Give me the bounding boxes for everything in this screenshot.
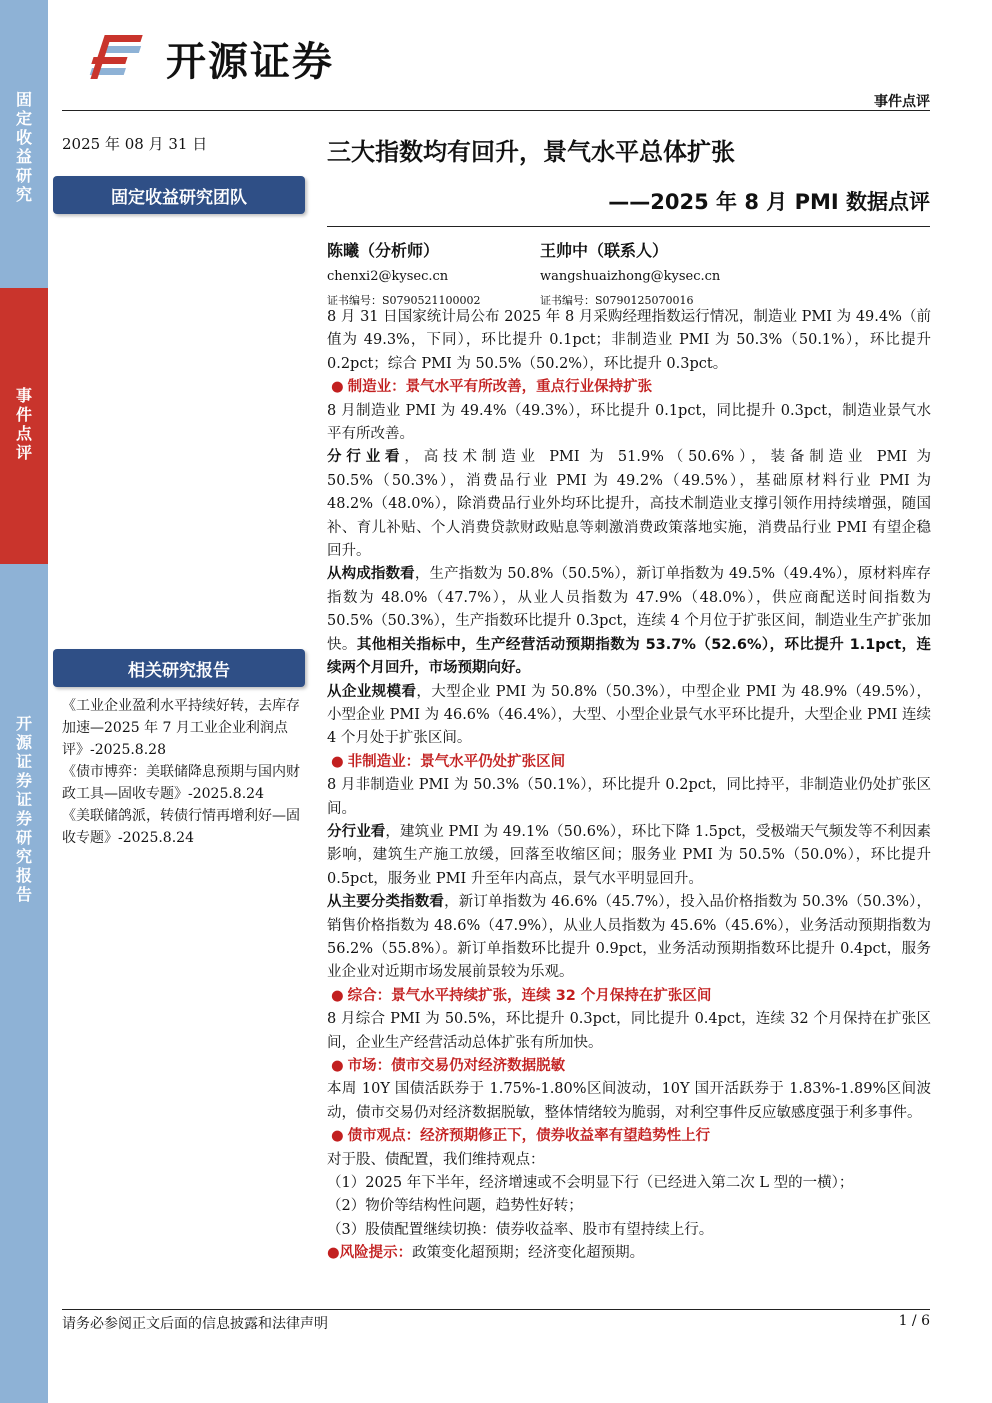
bullet-icon: ● [327,1245,340,1262]
section-heading [327,1055,931,1078]
paragraph [327,891,931,985]
bullet-icon: ● [331,1058,344,1074]
sidebar-top [0,0,48,288]
bullet-icon: ● [331,987,344,1004]
author-email[interactable]: chenxi2@kysec.cn [327,269,449,284]
paragraph: 8 月非制造业 PMI 为 50.3%（50.1%），环比提升 0.2pct，同比持平，非制造业仍处扩张区间。 [327,777,931,817]
related-report-item[interactable]: 《债市博弈：美联储降息预期与国内财政工具—固收专题》-2025.8.24 [62,764,300,802]
report-date: 2025 年 08 月 31 日 [62,135,208,153]
sidebar-mid-label: 事件点评 [15,386,32,462]
footer-divider [62,1309,930,1310]
sidebar-bottom-label: 开源证券 证券研究报告 [15,714,32,904]
logo [88,30,334,87]
section-heading [327,376,931,399]
heading-text: 综合：景气水平持续扩张，连续 32 个月保持在扩张区间 [347,987,712,1004]
heading-text: 债市观点：经济预期修正下，债券收益率有望趋势性上行 [347,1128,711,1145]
paragraph-lead: 分行业看 [327,823,386,840]
section-heading [327,985,931,1008]
heading-text: 风险提示： [339,1245,413,1262]
page-subtitle: ——2025 年 8 月 PMI 数据点评 [608,190,930,214]
paragraph-text: ，大型企业 PMI 为 50.8%（50.3%），中型企业 PMI 为 48.9%（49.5%），小型企业 PMI 为 46.6%（46.4%），大型、小型企业景气水平环比提升，大型企业 PMI 连续 4 个月处于扩张区间。 [327,683,932,747]
title-divider [327,226,930,227]
heading-text: 制造业：景气水平有所改善，重点行业保持扩张 [347,379,653,396]
paragraph-text: ，高技术制造业 PMI 为 51.9%（50.6%），装备制造业 PMI 为 50.5%（50.3%），消费品行业 PMI 为 49.2%（49.5%），基础原材料行业 PMI 为 48.2%（48.0%），除消费品行业外均环比提升，高技术制造业支撑引领作用持续增强，随国补、育儿补贴、个人消费贷款财政贴息等刺激消费政策落地实施，消费品行业 PMI 有望企稳回升。 [327,449,932,560]
paragraph-text: ，建筑业 PMI 为 49.1%（50.6%），环比下降 1.5pct，受极端天气频发等不利因素影响，建筑生产施工放缓，回落至收缩区间；服务业 PMI 为 50.5%（50.0%），环比提升 0.5pct，服务业 PMI 升至年内高点，景气水平明显回升。 [327,823,932,887]
section-heading [327,1125,931,1148]
kaiyuan-logo-icon [88,31,158,87]
sidebar-top-label: 固定收益研究 [15,90,32,204]
sidebar-bottom [0,564,48,1403]
section-heading [327,751,931,774]
sidebar [0,0,48,1403]
paragraph [327,821,931,891]
paragraph: 对于股、债配置，我们维持观点： [327,1151,545,1168]
page-number: 1 / 6 [898,1313,930,1329]
paragraph: 本周 10Y 国债活跃券于 1.75%-1.80%区间波动，10Y 国开活跃券于 1.83%-1.89%区间波动，债市交易仍对经济数据脱敏，整体情绪较为脆弱，对利空事件反应敏感度强于利多事件。 [327,1081,931,1121]
author-name: 陈曦（分析师） [327,241,440,260]
author-block [327,238,481,308]
brand-name: 开源证券 [166,39,334,85]
doc-type: 事件点评 [874,94,930,110]
sidebar-mid [0,288,48,564]
list-item: （3）股债配置继续切换：债券收益率、股市有望持续上行。 [327,1221,714,1238]
heading-text: 非制造业：景气水平仍处扩张区间 [347,753,566,770]
author-cert: 证书编号：S0790521100002 [327,294,481,307]
list-item: （2）物价等结构性问题，趋势性好转； [327,1198,583,1215]
paragraph: 8 月制造业 PMI 为 49.4%（49.3%），环比提升 0.1pct，同比提升 0.3pct，制造业景气水平有所改善。 [327,402,931,443]
main-content [327,306,931,1266]
paragraph: 8 月综合 PMI 为 50.5%，环比提升 0.3pct，同比提升 0.4pct，连续 32 个月保持在扩张区间，企业生产经营活动总体扩张有所加快。 [327,1011,931,1051]
related-reports-list [62,695,310,849]
author-cert: 证书编号：S0790125070016 [540,294,694,307]
paragraph-text: ，生产指数为 50.8%（50.5%），新订单指数为 49.5%（49.4%），原材料库存指数为 48.0%（47.7%），从业人员指数为 47.9%（48.0%），供应商配送时间指数为 50.5%（50.3%），生产指数环比提升 0.3pct，连续 4 个月位于扩张区间，制造业生产扩张加快。 [327,566,932,653]
header-divider [62,110,930,111]
paragraph [327,446,931,563]
related-report-item[interactable]: 《工业企业盈利水平持续好转，去库存加速—2025 年 7 月工业企业利润点评》-2025.8.28 [62,698,300,758]
intro-paragraph: 8 月 31 日国家统计局公布 2025 年 8 月采购经理指数运行情况，制造业 PMI 为 49.4%（前值为 49.3%，下同），环比提升 0.1pct；非制造业 PMI 为 50.3%（50.1%），环比提升 0.2pct；综合 PMI 为 50.5%（50.2%），环比提升 0.3pct。 [327,309,931,372]
paragraph [327,563,931,680]
heading-text: 市场：债市交易仍对经济数据脱敏 [347,1058,566,1074]
paragraph-lead: 分行业看 [327,449,405,466]
paragraph-emphasis: 其他相关指标中，生产经营活动预期指数为 53.7%（52.6%），环比提升 1.1pct，连续两个月回升，市场预期向好。 [327,636,932,677]
related-reports-label: 相关研究报告 [53,649,305,687]
related-report-item[interactable]: 《美联储鸽派，转债行情再增利好—固收专题》-2025.8.24 [62,808,300,846]
team-label: 固定收益研究团队 [53,176,305,214]
paragraph-text: 政策变化超预期；经济变化超预期。 [412,1245,645,1262]
bullet-icon: ● [331,379,344,396]
section-heading [327,1245,412,1261]
author-block [540,238,720,308]
page-title: 三大指数均有回升，景气水平总体扩张 [327,138,735,166]
paragraph-text: ，新订单指数为 46.6%（45.7%），投入品价格指数为 50.3%（50.3%），销售价格指数为 48.6%（47.9%），从业人员指数为 45.6%（45.6%），业务活动预期指数为 56.2%（55.8%）。新订单指数环比提升 0.9pct，业务活动预期指数环比提升 0.4pct，服务业企业对近期市场发展前景较为乐观。 [327,894,932,981]
risk-paragraph [327,1242,931,1265]
paragraph [327,681,931,751]
bullet-icon: ● [331,753,344,770]
paragraph-lead: 从构成指数看 [327,566,415,583]
author-name: 王帅中（联系人） [540,241,669,260]
bullet-icon: ● [331,1128,344,1145]
list-item: （1）2025 年下半年，经济增速或不会明显下行（已经进入第二次 L 型的一横）； [327,1175,854,1192]
author-email[interactable]: wangshuaizhong@kysec.cn [540,269,721,284]
paragraph-lead: 从主要分类指数看 [327,894,445,911]
footer-disclaimer: 请务必参阅正文后面的信息披露和法律声明 [62,1316,328,1332]
paragraph-lead: 从企业规模看 [327,683,417,700]
